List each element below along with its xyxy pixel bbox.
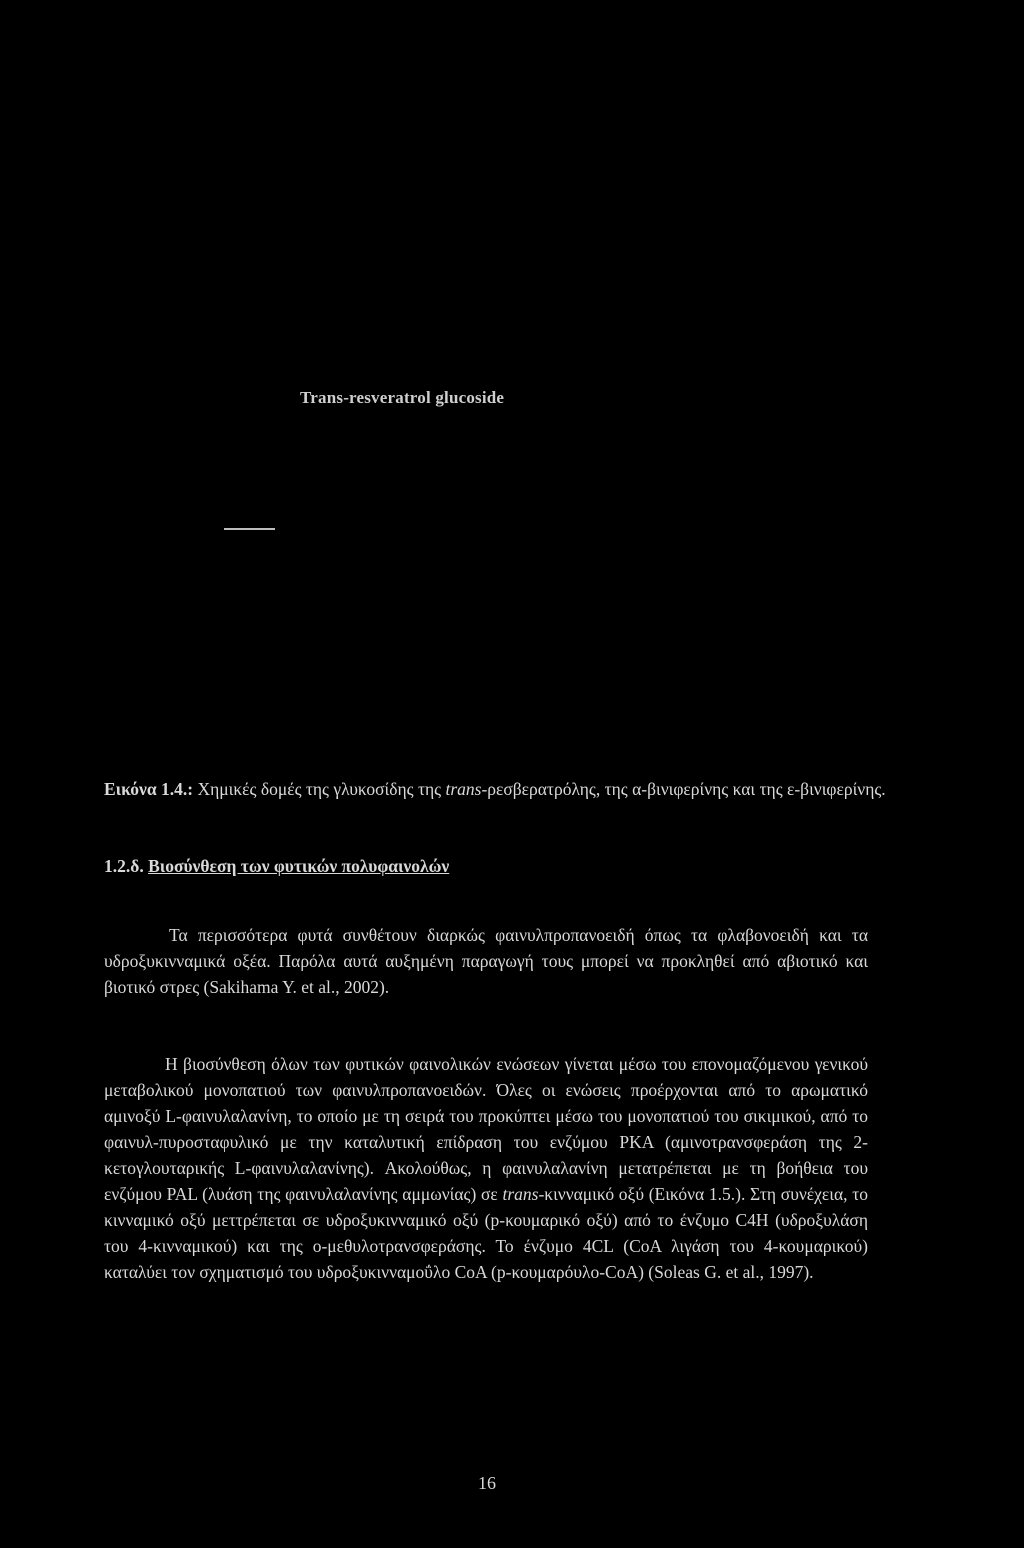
paragraph-2-part-2: -κινναμικό οξύ (Εικόνα 1.5.). Στη συνέχεια, το κινναμικό οξύ μεττρέπεται σε υδροξυκινναμικό οξύ (p-κουμαρικό οξύ) από το ένζυμο C4H (υδροξυλάση του 4-κινναμικού) και της ο-μεθυλοτρανσφεράσης. Το ένζυμο 4CL (CoA λιγάση του 4-κουμαρικού) καταλύει τον σχηματισμό του υδροξυκινναμοΰλο CoA (p-κουμαρόυλο-CoA) (Soleas G. et al., 1997). — [104, 1184, 868, 1282]
paragraph-1: Τα περισσότερα φυτά συνθέτουν διαρκώς φαινυλπροπανοειδή όπως τα φλαβονοειδή και τα υδροξυκινναμικά οξέα. Παρόλα αυτά αυξημένη παραγωγή τους μπορεί να προκληθεί από αβιοτικό και βιοτικό στρες (Sakihama Y. et al., 2002). — [104, 925, 868, 997]
caption-italic: trans — [445, 779, 482, 799]
section-title: Βιοσύνθεση των φυτικών πολυφαινολών — [148, 856, 450, 876]
page-number: 16 — [478, 1473, 496, 1493]
paragraph-2 — [104, 1051, 868, 1285]
caption-label: Εικόνα 1.4.: — [104, 779, 194, 799]
figure-dash-mark — [224, 528, 275, 530]
section-number: 1.2.δ. — [104, 856, 144, 876]
paragraph-2-part-1: Η βιοσύνθεση όλων των φυτικών φαινολικών ενώσεων γίνεται μέσω του επονομαζόμενου γενικού μεταβολικού μονοπατιού των φαινυλπροπανοειδών. Όλες οι ενώσεις προέρχονται από το αρωματικό αμινοξύ L-φαινυλαλανίνη, το οποίο με τη σειρά του προκύπτει μέσω του μονοπατιού του σικιμικού, από το φαινυλ-πυροσταφυλικό με την καταλυτική επίδραση του ενζύμου PKA (αμινοτρανσφεράση της 2-κετογλουταρικής L-φαινυλαλανίνης). Ακολούθως, η φαινυλαλανίνη μετατρέπεται με τη βοήθεια του ενζύμου PAL (λυάση της φαινυλαλανίνης αμμωνίας) σε — [104, 1054, 868, 1204]
figure-structure-label: Trans-resveratrol glucoside — [300, 388, 505, 407]
figure-caption — [104, 777, 924, 802]
caption-text-after: -ρεσβερατρόλης, της α-βινιφερίνης και της ε-βινιφερίνης. — [481, 779, 886, 799]
section-heading — [104, 856, 449, 877]
caption-text-before: Χημικές δομές της γλυκοσίδης της — [193, 779, 446, 799]
paragraph-2-italic: trans — [502, 1184, 539, 1204]
